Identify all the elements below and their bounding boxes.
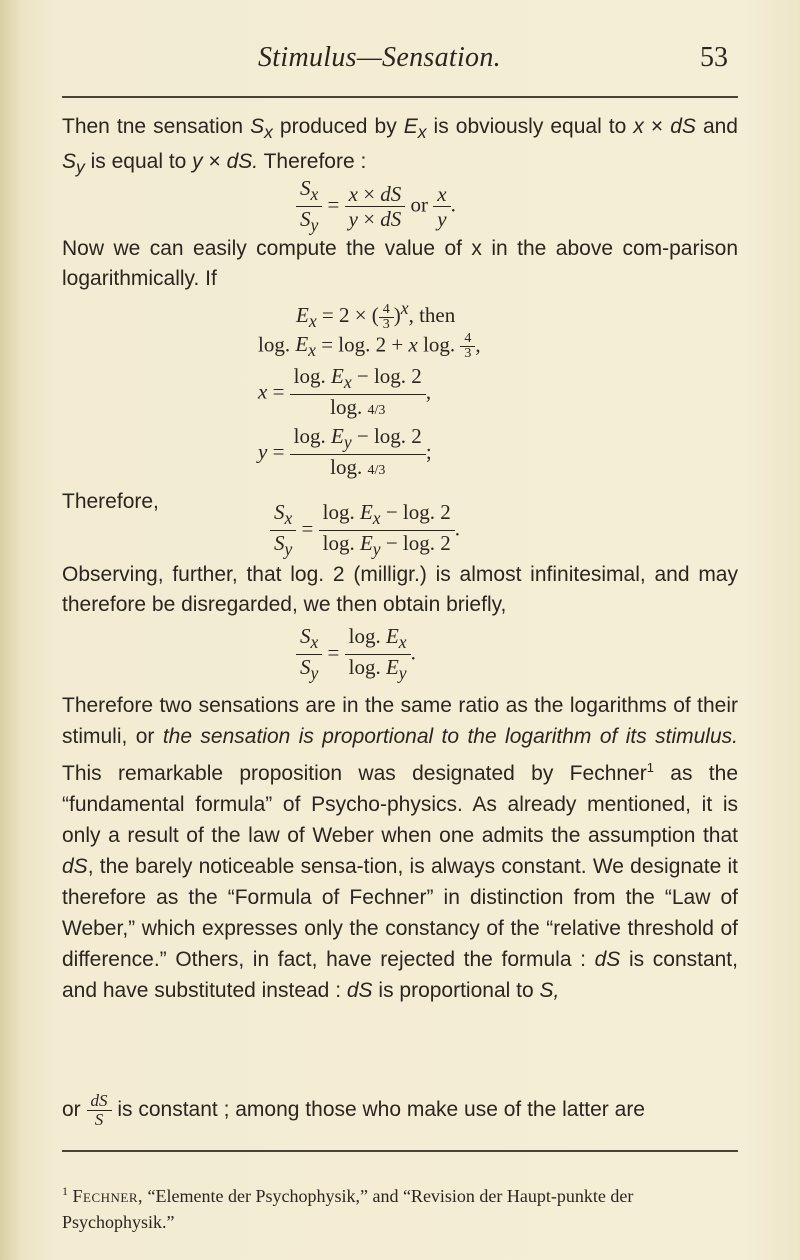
eq-then: then <box>419 303 456 327</box>
para4-text-e: is constant, and have substituted instead : <box>62 948 738 1002</box>
equation-ex: $E_x = 2$ × ( $\frac{4}{3}$ )$^x$, then <box>296 298 456 332</box>
footnote-number: 1 <box>62 1184 68 1198</box>
para1-text-c: is obviously equal to <box>426 115 634 138</box>
para2-text: Now we can easily compute the value of x in the above com-parison logarithmically. If <box>62 237 738 290</box>
para1-text-a: Then tne sensation <box>62 115 251 138</box>
header-rule <box>62 96 738 98</box>
therefore-label: Therefore, <box>62 490 159 513</box>
para5-or: or <box>62 1098 81 1122</box>
para1-text-f: Therefore : <box>258 150 367 174</box>
paragraph-3 <box>62 560 738 620</box>
paragraph-4 <box>62 690 738 1006</box>
para4-text-d: , the barely noticeable sensa-tion, is always constant. We designate it therefore as the “Formula of Fechner” in distinction from the “Law of Weber,” which expresses only the constancy of the “relative threshold of difference.” Others, in fact, have rejected the formula : <box>62 855 738 971</box>
para4-text-b: This remarkable proposition was designated by Fechner <box>62 762 647 785</box>
para4-text-a: Therefore two sensations are in the same ratio as the logarithms of their stimuli, or <box>62 694 738 748</box>
para4-ds3: dS <box>346 979 373 1002</box>
footnote <box>62 1178 738 1235</box>
equation-ratio: $\frac{S_x}{S_y}$ = $\frac{x \times dS}{y \times dS}$ or $\frac{x}{y}$ . <box>296 176 456 237</box>
para1-text-b: produced by <box>272 115 404 138</box>
running-title: Stimulus—Sensation. <box>258 42 501 73</box>
para4-s: S, <box>539 979 560 1002</box>
equation-ratio-log: $\frac{S_x}{S_y}$ = $\frac{\log. E_x - \log. 2}{\log. E_y - \log. 2}$ . <box>270 500 460 561</box>
para4-ds1: dS <box>62 855 88 878</box>
para1-text-e: is equal to <box>84 150 193 174</box>
para4-text-c: as the “fundamental formula” of Psycho-physics. As already mentioned, it is only a result of the law of Weber when one admits the assumption that <box>62 762 738 847</box>
footnote-rule <box>62 1150 738 1152</box>
para3-text: Observing, further, that log. 2 (milligr.) is almost infinitesimal, and may therefore be disregarded, we then obtain briefly, <box>62 563 738 616</box>
para1-text-d: and <box>695 115 738 138</box>
para5-text: is constant ; among those who make use of the latter are <box>111 1098 645 1122</box>
equation-or: or <box>410 192 429 217</box>
equation-log-ex: log. $E_x = \log$. 2 + x log. $\frac{4}{3}$ , <box>258 331 481 361</box>
equation-y: y = $\frac{\log. E_y - \log. 2}{\log. 4/3}$ ; <box>258 424 432 480</box>
para4-ds2: dS <box>594 948 621 971</box>
page-number: 53 <box>700 42 728 73</box>
footnote-ref[interactable]: 1 <box>646 760 654 775</box>
para4-italic: the sensation is proportional to the logarithm of its stimulus. <box>162 725 738 748</box>
page-header <box>0 42 800 82</box>
footnote-text: “Elemente der Psychophysik,” and “Revision der Haupt-punkte der Psychophysik.” <box>62 1186 634 1232</box>
equation-x: x = $\frac{\log. E_x - \log. 2}{\log. 4/3}$ , <box>258 364 432 420</box>
equation-short: $\frac{S_x}{S_y}$ = $\frac{\log. E_x}{\log. E_y}$ . <box>296 624 416 685</box>
para4-text-f: is proportional to <box>372 979 540 1002</box>
paragraph-5: or $\frac{dS}{S}$ is constant ; among those who make use of the latter are <box>62 1091 645 1129</box>
footnote-author: Fechner, <box>72 1186 144 1206</box>
paragraph-2 <box>62 234 738 294</box>
paragraph-1: Then tne sensation $S_x$ produced by $E_x$ is obviously equal to x × dS and $S_y$ is equal to y × dS. Therefore : <box>62 115 738 178</box>
